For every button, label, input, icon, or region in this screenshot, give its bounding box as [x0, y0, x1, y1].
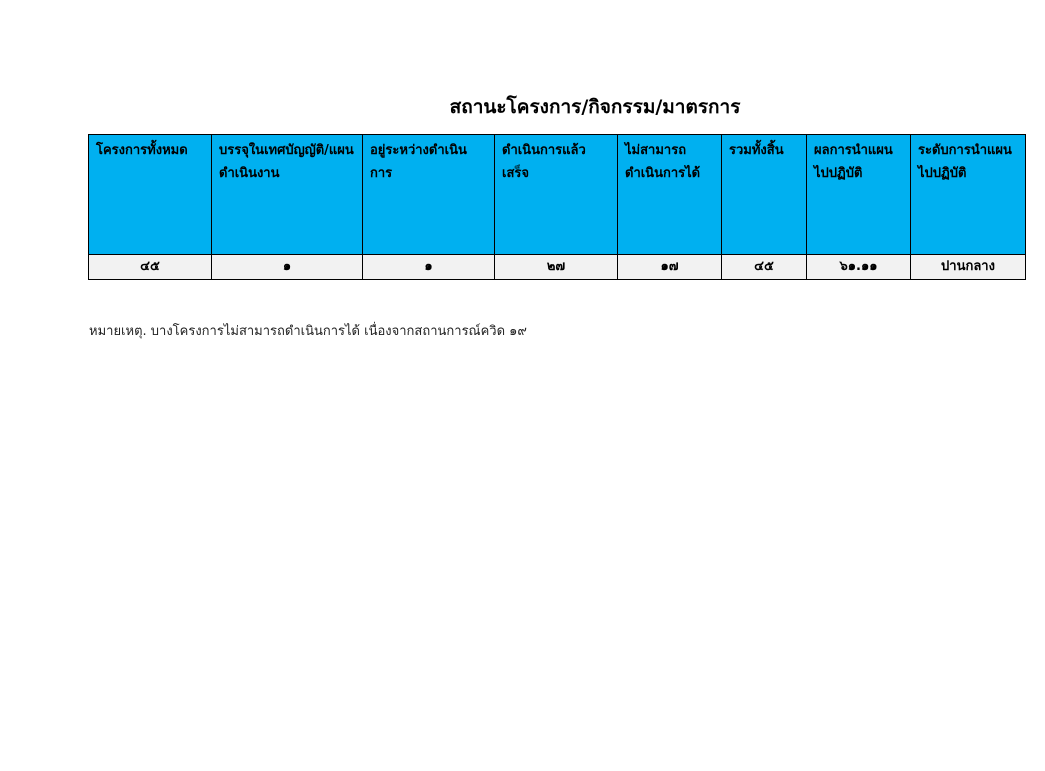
table-header-row — [89, 135, 1026, 255]
cell-grand-total: ๔๕ — [722, 255, 807, 280]
footnote: หมายเหตุ. บางโครงการไม่สามารถดำเนินการได้ เนื่องจากสถานการณ์ควิด ๑๙ — [89, 324, 527, 339]
header-not-executable: ไม่สามารถดำเนินการได้ — [618, 135, 722, 255]
cell-not-executable: ๑๗ — [618, 255, 722, 280]
header-in-progress: อยู่ระหว่างดำเนินการ — [363, 135, 495, 255]
cell-completed: ๒๗ — [495, 255, 618, 280]
cell-total-projects: ๔๕ — [89, 255, 212, 280]
project-status-table — [88, 134, 1026, 280]
header-completed: ดำเนินการแล้วเสร็จ — [495, 135, 618, 255]
cell-in-ordinance: ๑ — [212, 255, 363, 280]
header-total-projects: โครงการทั้งหมด — [89, 135, 212, 255]
header-in-ordinance: บรรจุในเทศบัญญัติ/แผนดำเนินงาน — [212, 135, 363, 255]
cell-implementation-result: ๖๑.๑๑ — [807, 255, 911, 280]
cell-implementation-level: ปานกลาง — [911, 255, 1026, 280]
page-title: สถานะโครงการ/กิจกรรม/มาตรการ — [449, 96, 741, 118]
header-implementation-result: ผลการนำแผนไปปฏิบัติ — [807, 135, 911, 255]
header-grand-total: รวมทั้งสิ้น — [722, 135, 807, 255]
cell-in-progress: ๑ — [363, 255, 495, 280]
table-row — [89, 255, 1026, 280]
header-implementation-level: ระดับการนำแผนไปปฏิบัติ — [911, 135, 1026, 255]
